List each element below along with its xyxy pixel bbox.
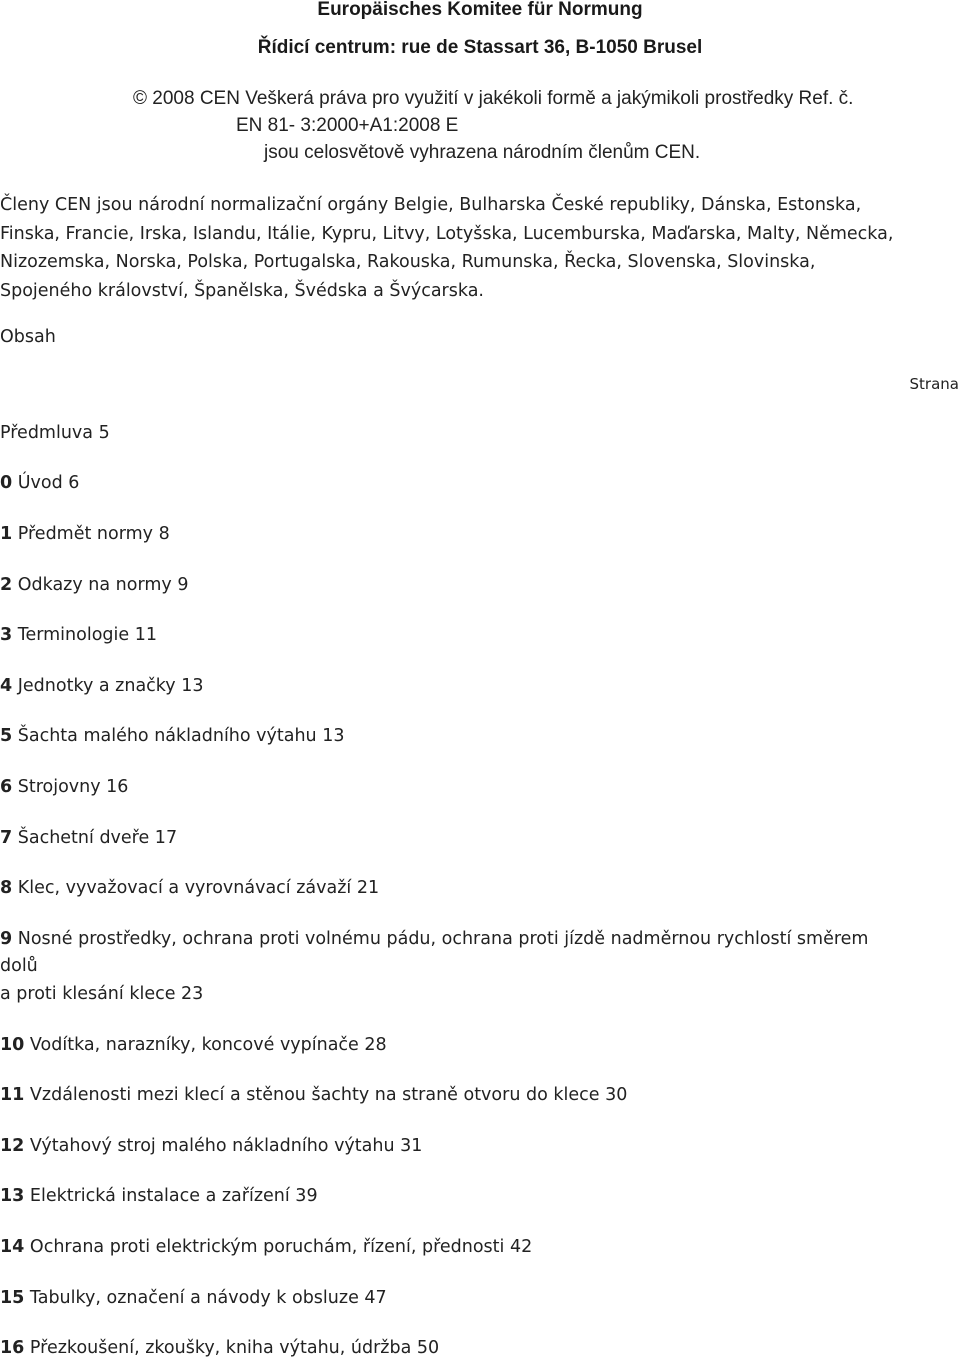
toc-entry-text: Úvod 6 [12,473,80,493]
toc-entry-number: 16 [0,1338,25,1358]
toc-entry-0[interactable] [0,470,79,497]
toc-entry-9-line-2: dolů [0,956,38,976]
toc-entry-12[interactable] [0,1133,422,1160]
toc-entry-text: Přezkoušení, zkoušky, kniha výtahu, údržba 50 [24,1338,440,1358]
toc-page-label: Strana [909,375,959,393]
toc-entry-text: Předmluva 5 [0,423,110,443]
toc-entry-number: 13 [0,1186,25,1206]
toc-entry-number: 2 [0,575,13,595]
toc-entry-foreword[interactable] [0,420,110,447]
toc-entry-13[interactable] [0,1183,318,1210]
center-heading: Řídicí centrum: rue de Stassart 36, B-1050 Brusel [257,37,703,58]
toc-entry-number: 0 [0,473,13,493]
toc-entry-15[interactable] [0,1285,387,1312]
toc-entry-4[interactable] [0,673,203,700]
toc-entry-1[interactable] [0,521,170,548]
toc-entry-number: 5 [0,726,13,746]
toc-entry-text: Jednotky a značky 13 [12,676,204,696]
toc-entry-text: Předmět normy 8 [12,524,170,544]
members-line-4: Spojeného království, Španělska, Švédska a Švýcarska. [0,280,484,301]
toc-entry-text: Terminologie 11 [12,625,157,645]
members-paragraph [0,191,960,305]
members-line-1: Členy CEN jsou národní normalizační orgány Belgie, Bulharska České republiky, Dánska, Estonska, [0,195,862,215]
toc-entry-number: 7 [0,828,13,848]
toc-entry-9-line-3: a proti klesání klece 23 [0,984,204,1004]
toc-entry-number: 3 [0,625,13,645]
toc-entry-text: Nosné prostředky, ochrana proti volnému pádu, ochrana proti jízdě nadměrnou rychlostí směrem [12,929,869,949]
toc-entry-11[interactable] [0,1082,627,1109]
copyright-line-2: EN 81- 3:2000+A1:2008 E [236,115,459,136]
toc-entry-text: Ochrana proti elektrickým poruchám, řízení, přednosti 42 [24,1237,533,1257]
toc-title: Obsah [0,327,56,347]
toc-entry-5[interactable] [0,723,344,750]
toc-entry-8[interactable] [0,875,379,902]
members-line-3: Nizozemska, Norska, Polska, Portugalska, Rakouska, Rumunska, Řecka, Slovenska, Slovinska, [0,252,816,272]
toc-entry-number: 11 [0,1085,25,1105]
toc-entry-3[interactable] [0,622,157,649]
toc-entry-number: 14 [0,1237,25,1257]
toc-entry-number: 6 [0,777,13,797]
toc-entry-2[interactable] [0,572,188,599]
toc-entry-text: Klec, vyvažovací a vyrovnávací závaží 21 [12,878,380,898]
toc-entry-number: 9 [0,929,13,949]
toc-entry-10[interactable] [0,1032,387,1059]
toc-entry-9[interactable] [0,926,868,953]
toc-entry-6[interactable] [0,774,128,801]
toc-entry-number: 15 [0,1288,25,1308]
toc-entry-number: 4 [0,676,13,696]
toc-entry-text: Vzdálenosti mezi klecí a stěnou šachty na straně otvoru do klece 30 [24,1085,628,1105]
toc-entry-number: 12 [0,1136,25,1156]
toc-entry-7[interactable] [0,825,177,852]
toc-entry-text: Elektrická instalace a zařízení 39 [24,1186,318,1206]
toc-entry-text: Tabulky, označení a návody k obsluze 47 [24,1288,387,1308]
toc-entry-text: Vodítka, narazníky, koncové vypínače 28 [24,1035,387,1055]
org-heading: Europäisches Komitee für Normung [317,0,643,20]
toc-entry-text: Výtahový stroj malého nákladního výtahu 31 [24,1136,423,1156]
members-line-2: Finska, Francie, Irska, Islandu, Itálie, Kypru, Litvy, Lotyšska, Lucemburska, Maďarska, Malty, Německa, [0,223,894,244]
copyright-line-1 [133,88,853,110]
toc-entry-16[interactable] [0,1335,439,1362]
toc-entry-text: Strojovny 16 [12,777,129,797]
toc-entry-text: Šachetní dveře 17 [12,828,178,848]
toc-entry-text: Šachta malého nákladního výtahu 13 [12,726,345,746]
copyright-text-1: 2008 CEN Veškerá práva pro využití v jakékoli formě a jakýmikoli prostředky Ref. č. [147,88,854,109]
toc-entry-number: 1 [0,524,13,544]
copyright-icon: © [133,88,147,109]
toc-entry-text: Odkazy na normy 9 [12,575,189,595]
toc-entry-14[interactable] [0,1234,532,1261]
toc-entry-number: 8 [0,878,13,898]
toc-entry-number: 10 [0,1035,25,1055]
copyright-line-3: jsou celosvětově vyhrazena národním členům CEN. [264,142,701,163]
